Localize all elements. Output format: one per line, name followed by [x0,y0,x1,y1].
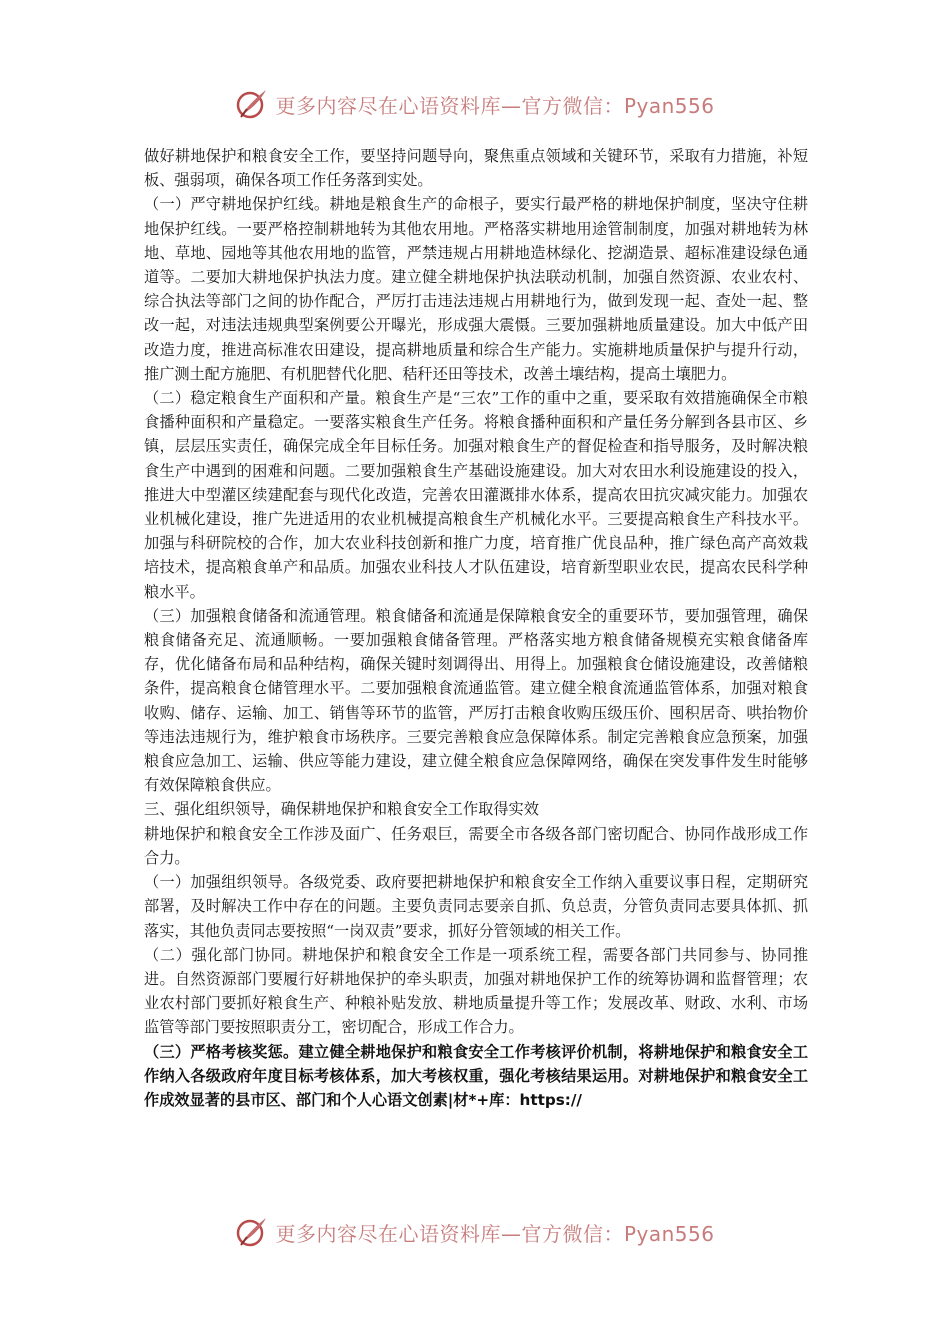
paragraph-intro: 做好耕地保护和粮食安全工作，要坚持问题导向，聚焦重点领域和关键环节，采取有力措施，补短板、强弱项，确保各项工作任务落到实处。 [144,147,808,190]
paragraph-organization: （一）加强组织领导。各级党委、政府要把耕地保护和粮食安全工作纳入重要议事日程，定期研究部署，及时解决工作中存在的问题。主要负责同志要亲自抓、负总责，分管负责同志要具体抓、抓落实，其他负责同志要按照“一岗双责”要求，抓好分管领域的相关工作。 [144,873,808,940]
footer-banner [0,1212,950,1252]
feather-pen-logo-icon [235,1215,269,1249]
document-body [144,144,808,1112]
section-heading-3: 三、强化组织领导，确保耕地保护和粮食安全工作取得实效 [144,800,539,819]
paragraph-heading-3-intro: 耕地保护和粮食安全工作涉及面广、任务艰巨，需要全市各级各部门密切配合、协同作战形成工作合力。 [144,824,808,867]
paragraph-section-1: （一）严守耕地保护红线。耕地是粮食生产的命根子，要实行最严格的耕地保护制度，坚决守住耕地保护红线。一要严格控制耕地转为其他农用地。严格落实耕地用途管制制度，加强对耕地转为林地、草地、园地等其他农用地的监管，严禁违规占用耕地造林绿化、挖湖造景、超标准建设绿色通道等。二要加大耕地保护执法力度。建立健全耕地保护执法联动机制，加强自然资源、农业农村、综合执法等部门之间的协作配合，严厉打击违法违规占用耕地行为，做到发现一起、查处一起、整改一起，对违法违规典型案例要公开曝光，形成强大震慑。三要加强耕地质量建设。加大中低产田改造力度，推进高标准农田建设，提高耕地质量和综合生产能力。实施耕地质量保护与提升行动，推广测土配方施肥、有机肥替代化肥、秸秆还田等技术，改善土壤结构，提高土壤肥力。 [144,195,808,383]
paragraph-section-2: （二）稳定粮食生产面积和产量。粮食生产是“三农”工作的重中之重，要采取有效措施确保全市粮食播种面积和产量稳定。一要落实粮食生产任务。将粮食播种面积和产量任务分解到各县市区、乡镇，层层压实责任，确保完成全年目标任务。加强对粮食生产的督促检查和指导服务，及时解决粮食生产中遇到的困难和问题。二要加强粮食生产基础设施建设。加大对农田水利设施建设的投入，推进大中型灌区续建配套与现代化改造，完善农田灌溉排水体系，提高农田抗灾减灾能力。加强农业机械化建设，推广先进适用的农业机械提高粮食生产机械化水平。三要提高粮食生产科技水平。加强与科研院校的合作，加大农业科技创新和推广力度，培育推广优良品种，推广绿色高产高效栽培技术，提高粮食单产和品质。加强农业科技人才队伍建设，培育新型职业农民，提高农民科学种粮水平。 [144,389,808,601]
paragraph-assessment: （三）严格考核奖惩。建立健全耕地保护和粮食安全工作考核评价机制，将耕地保护和粮食安全工作纳入各级政府年度目标考核体系，加大考核权重，强化考核结果运用。对耕地保护和粮食安全工作成效显著的县市区、部门和个人心语文创素|材*+库：https:// [144,1042,808,1109]
paragraph-section-3: （三）加强粮食储备和流通管理。粮食储备和流通是保障粮食安全的重要环节，要加强管理，确保粮食储备充足、流通顺畅。一要加强粮食储备管理。严格落实地方粮食储备规模充实粮食储备库存，优化储备布局和品种结构，确保关键时刻调得出、用得上。加强粮食仓储设施建设，改善储粮条件，提高粮食仓储管理水平。二要加强粮食流通监管。建立健全粮食流通监管体系，加强对粮食收购、储存、运输、加工、销售等环节的监管，严厉打击粮食收购压级压价、囤积居奇、哄抬物价等违法违规行为，维护粮食市场秩序。三要完善粮食应急保障体系。制定完善粮食应急预案，加强粮食应急加工、运输、供应等能力建设，建立健全粮食应急保障网络，确保在突发事件发生时能够有效保障粮食供应。 [144,606,808,795]
header-banner [0,84,950,124]
feather-pen-logo-icon [235,87,269,121]
banner-text: 更多内容尽在心语资料库—官方微信：Pyan556 [275,1221,715,1246]
paragraph-coordination: （二）强化部门协同。耕地保护和粮食安全工作是一项系统工程，需要各部门共同参与、协同推进。自然资源部门要履行好耕地保护的牵头职责，加强对耕地保护工作的统筹协调和监督管理；农业农村部门要抓好粮食生产、种粮补贴发放、耕地质量提升等工作；发展改革、财政、水利、市场监管等部门要按照职责分工，密切配合，形成工作合力。 [144,945,808,1037]
banner-text: 更多内容尽在心语资料库—官方微信：Pyan556 [275,93,715,118]
